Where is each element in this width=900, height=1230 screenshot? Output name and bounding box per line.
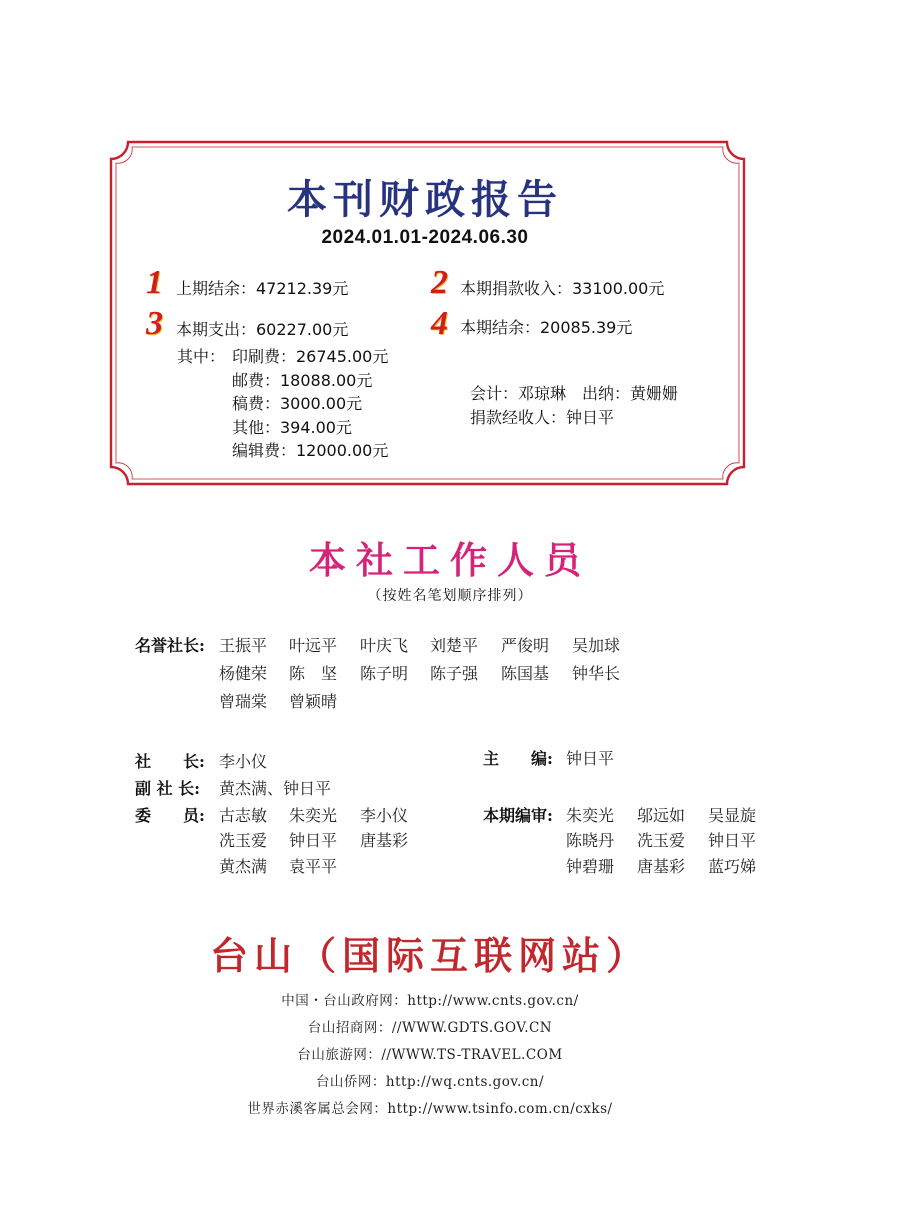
issue-editor-name: 蓝巧娣 xyxy=(708,857,757,876)
item-number-3: 3 xyxy=(146,305,163,342)
breakdown-label: 其中： xyxy=(177,347,226,366)
honorary-name: 陈子明 xyxy=(360,664,409,683)
member-name: 唐基彩 xyxy=(360,831,409,850)
vice-president-names: 黄杰满、钟日平 xyxy=(219,779,332,798)
chief-editor-label: 主 编: xyxy=(483,749,553,768)
printing-cost: 印刷费：26745.00元 xyxy=(232,347,389,366)
issue-editor-name: 钟碧珊 xyxy=(566,857,615,876)
member-name: 古志敏 xyxy=(219,806,268,825)
issue-editor-name: 朱奕光 xyxy=(566,806,615,825)
staff-order-note: （按姓名笔划顺序排列） xyxy=(367,588,533,604)
donation-income: 本期捐款收入：33100.00元 xyxy=(460,279,665,298)
item-number-1: 1 xyxy=(146,264,163,301)
member-name: 李小仪 xyxy=(360,806,409,825)
honorary-name: 陈 坚 xyxy=(289,664,338,683)
member-name: 钟日平 xyxy=(289,831,338,850)
honorary-president-label: 名誉社长: xyxy=(135,636,205,655)
postage-cost: 邮费：18088.00元 xyxy=(232,371,373,390)
current-balance: 本期结余：20085.39元 xyxy=(460,318,633,337)
other-cost: 其他：394.00元 xyxy=(232,418,352,437)
honorary-name: 严俊明 xyxy=(501,636,550,655)
honorary-name: 叶庆飞 xyxy=(360,636,409,655)
report-frame xyxy=(0,0,900,500)
honorary-name: 刘楚平 xyxy=(430,636,479,655)
report-period: 2024.01.01-2024.06.30 xyxy=(321,227,529,248)
president-label: 社 长: xyxy=(135,752,205,771)
members-label: 委 员: xyxy=(135,806,205,825)
issue-editor-name: 冼玉爱 xyxy=(637,831,686,850)
previous-balance: 上期结余：47212.39元 xyxy=(176,279,349,298)
website-travel: 台山旅游网：//WWW.TS-TRAVEL.COM xyxy=(297,1047,563,1063)
honorary-name: 王振平 xyxy=(219,636,268,655)
report-title: 本刊财政报告 xyxy=(287,176,563,223)
member-name: 黄杰满 xyxy=(219,857,268,876)
accountant-cashier: 会计：邓琼琳 出纳：黄姗姗 xyxy=(470,384,679,403)
websites-title: 台山（国际互联网站） xyxy=(209,933,650,978)
member-name: 冼玉爱 xyxy=(219,831,268,850)
expenditure: 本期支出：60227.00元 xyxy=(176,320,349,339)
editing-fee: 编辑费：12000.00元 xyxy=(232,441,389,460)
honorary-name: 吴加球 xyxy=(572,636,621,655)
member-name: 袁平平 xyxy=(289,857,338,876)
item-number-2: 2 xyxy=(431,264,448,301)
member-name: 朱奕光 xyxy=(289,806,338,825)
vice-president-label: 副 社 长: xyxy=(135,779,201,798)
honorary-name: 曾瑞棠 xyxy=(219,692,268,711)
website-gov: 中国・台山政府网：http://www.cnts.gov.cn/ xyxy=(281,993,579,1009)
issue-editor-name: 邬远如 xyxy=(637,806,686,825)
honorary-name: 叶远平 xyxy=(289,636,338,655)
donation-receiver: 捐款经收人：钟日平 xyxy=(470,408,615,427)
president-name: 李小仪 xyxy=(219,752,268,771)
honorary-name: 钟华长 xyxy=(572,664,621,683)
website-investment: 台山招商网：//WWW.GDTS.GOV.CN xyxy=(307,1020,553,1036)
chief-editor-name: 钟日平 xyxy=(566,749,615,768)
issue-editor-name: 唐基彩 xyxy=(637,857,686,876)
staff-title: 本社工作人员 xyxy=(309,538,591,582)
honorary-name: 曾颖晴 xyxy=(289,692,338,711)
honorary-name: 陈国基 xyxy=(501,664,550,683)
issue-editor-name: 吴显旋 xyxy=(708,806,757,825)
issue-editor-name: 钟日平 xyxy=(708,831,757,850)
honorary-name: 陈子强 xyxy=(430,664,479,683)
honorary-name: 杨健荣 xyxy=(219,664,268,683)
item-number-4: 4 xyxy=(431,305,448,342)
website-hakka: 世界赤溪客属总会网：http://www.tsinfo.com.cn/cxks/ xyxy=(247,1101,613,1117)
issue-editor-name: 陈晓丹 xyxy=(566,831,615,850)
manuscript-fee: 稿费：3000.00元 xyxy=(232,394,363,413)
issue-editors-label: 本期编审: xyxy=(483,806,553,825)
website-overseas: 台山侨网：http://wq.cnts.gov.cn/ xyxy=(315,1074,545,1090)
